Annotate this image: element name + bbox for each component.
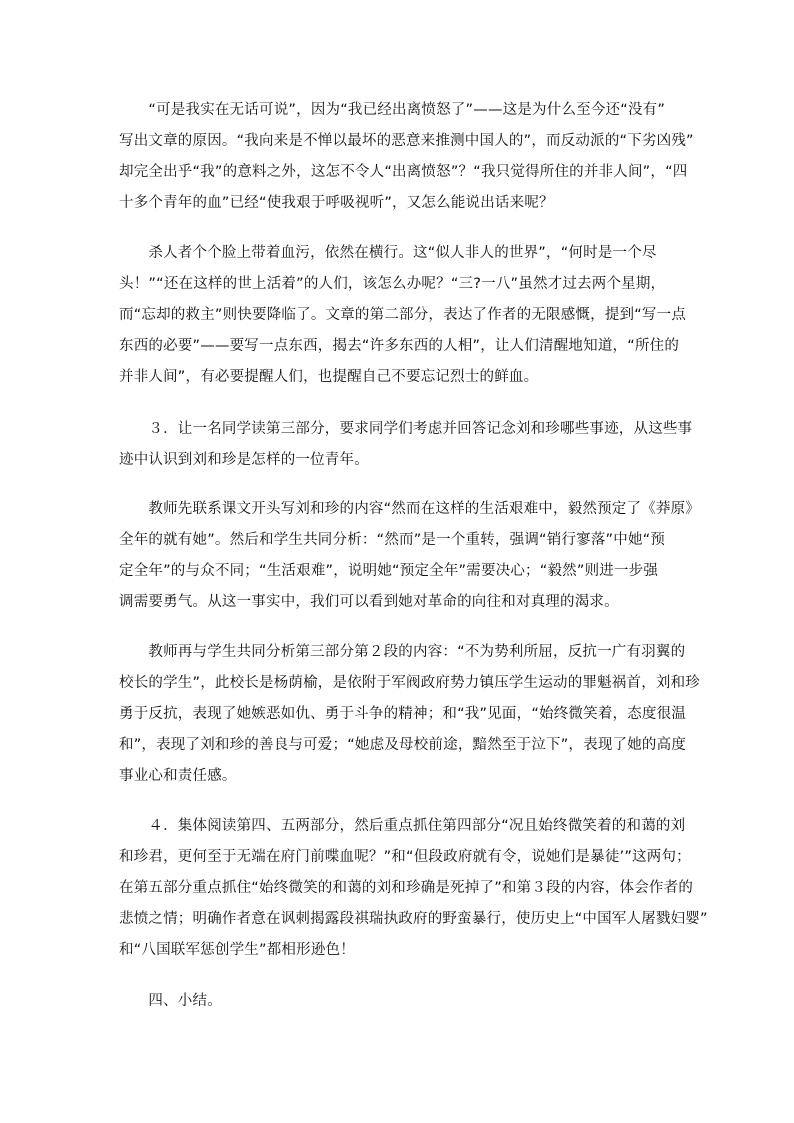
paragraph-4 [119, 494, 701, 618]
text-line: 杀人者个个脸上带着血污，依然在横行。这“似人非人的世界”，“何时是一个尽 [119, 245, 657, 261]
text-line: 事业心和责任感。 [119, 768, 237, 784]
text-line: ４．集体阅读第四、五两部分，然后重点抓住第四部分“况且始终微笑着的和蔼的刘 [119, 818, 686, 834]
text-line: 校长的学生”，此校长是杨荫榆，是依附于军阀政府势力镇压学生运动的罪魁祸首，刘和珍 [119, 675, 701, 691]
text-line: 和”，表现了刘和珍的善良与可爱；“她虑及母校前途，黯然至于泣下”，表现了她的高度 [119, 737, 687, 753]
text-line: 全年的就有她”。然后和学生共同分析：“然而”是一个重转，强调“销行寥落”中她“预 [119, 532, 666, 548]
text-line: 勇于反抗，表现了她嫉恶如仇、勇于斗争的精神；和“我”见面，“始终微笑着，态度很温 [119, 706, 687, 722]
paragraph-5 [119, 637, 701, 792]
text-line: 东西的必要”——要写一点东西，揭去“许多东西的人相”，让人们清醒地知道，“所住的 [119, 338, 680, 354]
text-line: 和珍君，更何至于无端在府门前喋血呢？”和“但段政府就有令，说她们是暴徒’”这两句； [119, 849, 691, 865]
text-line: 并非人间”，有必要提醒人们，也提醒自己不要忘记烈士的鲜血。 [119, 369, 539, 385]
paragraph-6 [119, 811, 708, 966]
paragraph-7 [119, 986, 684, 1017]
text-line: 写出文章的原因。“我向来是不惮以最坏的恶意来推测中国人的”，而反动派的“下劣凶残” [119, 133, 694, 149]
text-line: 四、小结。 [119, 993, 222, 1009]
text-line: 调需要勇气。从这一事实中，我们可以看到她对革命的向往和对真理的渴求。 [119, 594, 619, 610]
text-line: 却完全出乎“我”的意料之外，这怎不令人“出离愤怒”？“我只觉得所住的并非人间”，“四 [119, 164, 688, 180]
text-line: 定全年”的与众不同；“生活艰难”，说明她“预定全年”需要决心；“毅然”则进一步强 [119, 563, 659, 579]
paragraph-3 [119, 414, 693, 476]
text-line: ３．让一名同学读第三部分，要求同学们考虑并回答记念刘和珍哪些事迹，从这些事 [119, 421, 693, 437]
text-line: 在第五部分重点抓住“始终微笑的和蔼的刘和珍确是死掉了”和第３段的内容，体会作者的 [119, 880, 694, 896]
text-line: 悲愤之情；明确作者意在讽刺揭露段祺瑞执政府的野蛮暴行，使历史上“中国军人屠戮妇婴” [119, 911, 708, 927]
text-line: “可是我实在无话可说”，因为“我已经出离愤怒了”——这是为什么至今还“没有” [119, 102, 666, 118]
text-line: 头！”“还在这样的世上活着”的人们，该怎么办呢？“三?一八”虽然才过去两个星期， [119, 276, 666, 292]
text-line: 教师先联系课文开头写刘和珍的内容“然而在这样的生活艰难中，毅然预定了《莽原》 [119, 501, 701, 517]
text-line: 而“忘却的救主”则快要降临了。文章的第二部分，表达了作者的无限感慨，提到“写一点 [119, 307, 687, 323]
paragraph-1 [119, 95, 694, 219]
text-line: 迹中认识到刘和珍是怎样的一位青年。 [119, 452, 369, 468]
paragraph-2 [119, 238, 687, 393]
text-line: 和“八国联军惩创学生”都相形逊色！ [119, 942, 355, 958]
text-line: 教师再与学生共同分析第三部分第２段的内容：“不为势利所屈，反抗一广有羽翼的 [119, 644, 686, 660]
text-line: 十多个青年的血”已经“使我艰于呼吸视听”，又怎么能说出话来呢？ [119, 195, 554, 211]
